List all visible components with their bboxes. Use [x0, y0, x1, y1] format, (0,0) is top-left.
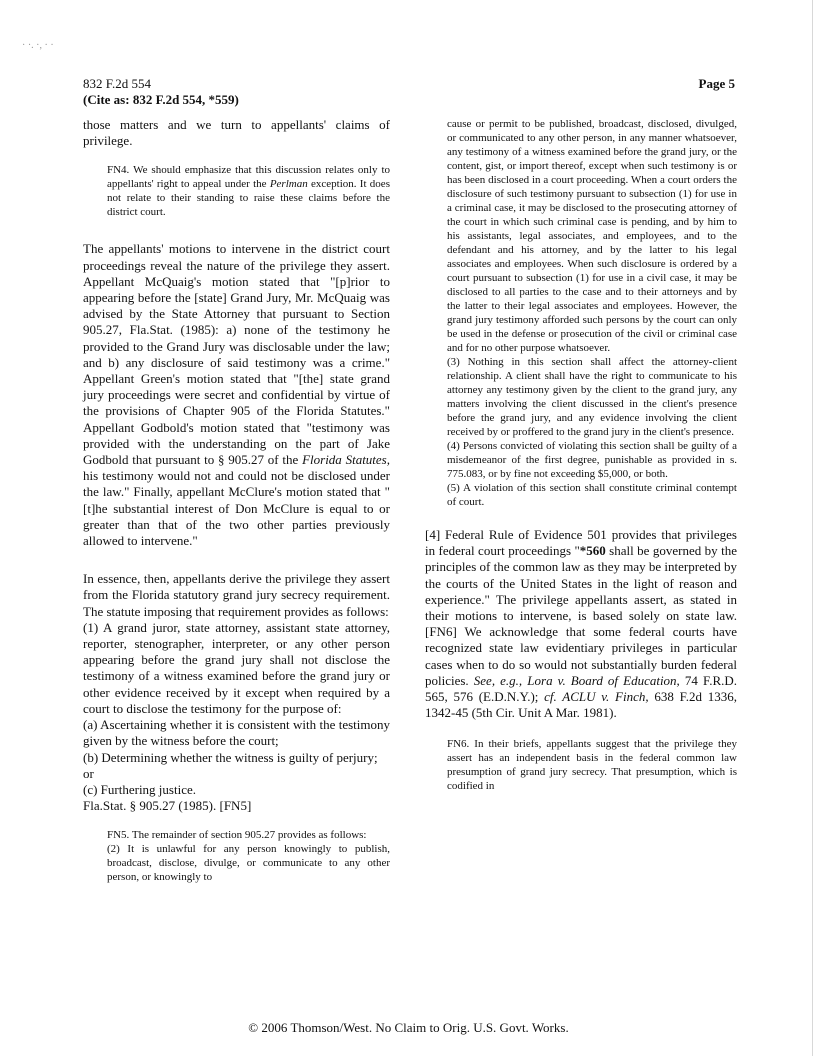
page-number: Page 5 — [698, 76, 735, 91]
citation: 832 F.2d 554 — [83, 76, 151, 91]
page-header — [83, 76, 735, 108]
statute-clause-b: (b) Determining whether the witness is guilty of perjury; or — [83, 749, 378, 781]
statute-clause-a: (a) Ascertaining whether it is consistent with the testimony given by the witness before the court; — [83, 717, 390, 749]
paragraph-essence: In essence, then, appellants derive the privilege they assert from the Florida statutory grand jury secrecy requirement. The statute imposing that requirement provides as follows: — [83, 571, 390, 619]
statute-clause-c: (c) Furthering justice. — [83, 781, 196, 797]
star-page-560: *560 — [579, 543, 606, 559]
statute-citation: Fla.Stat. § 905.27 (1985). [FN5] — [83, 798, 252, 814]
footnote-fn6: FN6. In their briefs, appellants suggest that the privilege they assert has an independent basis in the federal common law presumption of grand jury secrecy. That presumption, which is codified in — [447, 738, 737, 793]
left-column — [83, 117, 390, 884]
statute-quote — [83, 620, 390, 814]
paragraph-rule-501: [4] Federal Rule of Evidence 501 provides that privileges in federal court proceedings "*560 shall be governed by the principles of the common law as they may be interpreted by the courts of the United States in the light of reason and experience." The privilege appellants assert, as stated in their motions to intervene, is based solely on state law. [FN6] We acknowledge that some federal courts have recognized state law evidentiary privileges in particular cases when to do so would not substantially burden federal policies. See, e.g., Lora v. Board of Education, 74 F.R.D. 565, 576 (E.D.N.Y.); cf. ACLU v. Finch, 638 F.2d 1336, 1342-45 (5th Cir. Unit A Mar. 1981). — [425, 527, 737, 721]
paragraph-motions: The appellants' motions to intervene in the district court proceedings reveal the nature of the privilege they assert. Appellant McQuaig's motion stated that "[p]rior to appearing before the [state] Grand Jury, Mr. McQuaig was advised by the State Attorney that pursuant to Section 905.27, Fla.Stat. (1985): a) none of the testimony he provided to the Grand Jury was disclosable under the law; and b) any disclosure of said testimony was a crime." Appellant Green's motion stated that "[the] state grand jury proceedings were secret and confidential by virtue of the provisions of Chapter 905 of the Florida Statutes." Appellant Godbold's motion stated that "testimony was provided with the understanding on the part of Jake Godbold that pursuant to § 905.27 of the Florida Statutes, his testimony would not and could not be disclosed under the law." Finally, appellant McClure's motion stated that "[t]he substantial interest of Don McClure is equal to or greater than that of the two other parties previously allowed to intervene." — [83, 241, 390, 549]
footnote-fn4: FN4. We should emphasize that this discussion relates only to appellants' right to appeal under the Perlman exception. It does not relate to their standing to raise these claims before the district court. — [107, 164, 390, 219]
scan-speck: · ·. ·, · · — [22, 40, 54, 51]
cite-as: (Cite as: 832 F.2d 554, *559) — [83, 92, 239, 107]
footnote-fn5: FN5. The remainder of section 905.27 provides as follows: (2) It is unlawful for any person knowingly to publish, broadcast, disclose, divulge, or communicate to any other person, or knowingly to — [107, 829, 390, 884]
case-name-perlman: Perlman — [269, 178, 308, 191]
paragraph-intro: those matters and we turn to appellants' claims of privilege. — [83, 117, 390, 149]
footnote-fn5-continued: cause or permit to be published, broadcast, disclosed, divulged, or communicated to any other person, in any manner whatsoever, any testimony of a witness examined before the grand jury, or the content, gist, or import thereof, except when such testimony is or has been disclosed in a court proceeding. When a court orders the disclosure of such testimony pursuant to subsection (1) for use in a criminal case, it may be disclosed to the prosecuting attorney of the court in which such criminal case is pending, and by him to his assistants, legal associates, and employees, and to the defendant and his attorney, and by the latter to his legal associates and employees. When such disclosure is ordered by a court pursuant to subsection (1) for use in a civil case, it may be disclosed to all parties to the case and to their attorneys and by the latter to their legal associates and employees. However, the grand jury testimony afforded such persons by the court can only be used in the defense or prosecution of the civil or criminal case and for no other purpose whatsoever. (3) Nothing in this section shall affect the attorney-client relationship. A client shall have the right to communicate to his attorney any testimony given by the client to the grand jury, any matters involving the client discussed in the client's presence before the grand jury, and any evidence involving the client received by or proffered to the grand jury in the client's presence. (4) Persons convicted of violating this section shall be guilty of a misdemeanor of the first degree, punishable as provided in s. 775.083, or by fine not exceeding $5,000, or both. (5) A violation of this section shall constitute criminal contempt of court. — [447, 118, 737, 508]
page-edge-line — [812, 0, 813, 1056]
statute-subsection-1: (1) A grand juror, state attorney, assistant state attorney, reporter, stenographer, interpreter, or any other person appearing before the grand jury shall not disclose the testimony of a witness examined before the grand jury or other evidence received by it except when required by a court to disclose the testimony for the purpose of: — [83, 619, 390, 716]
copyright-footer: © 2006 Thomson/West. No Claim to Orig. U.S. Govt. Works. — [248, 1020, 569, 1035]
right-column — [425, 117, 737, 793]
